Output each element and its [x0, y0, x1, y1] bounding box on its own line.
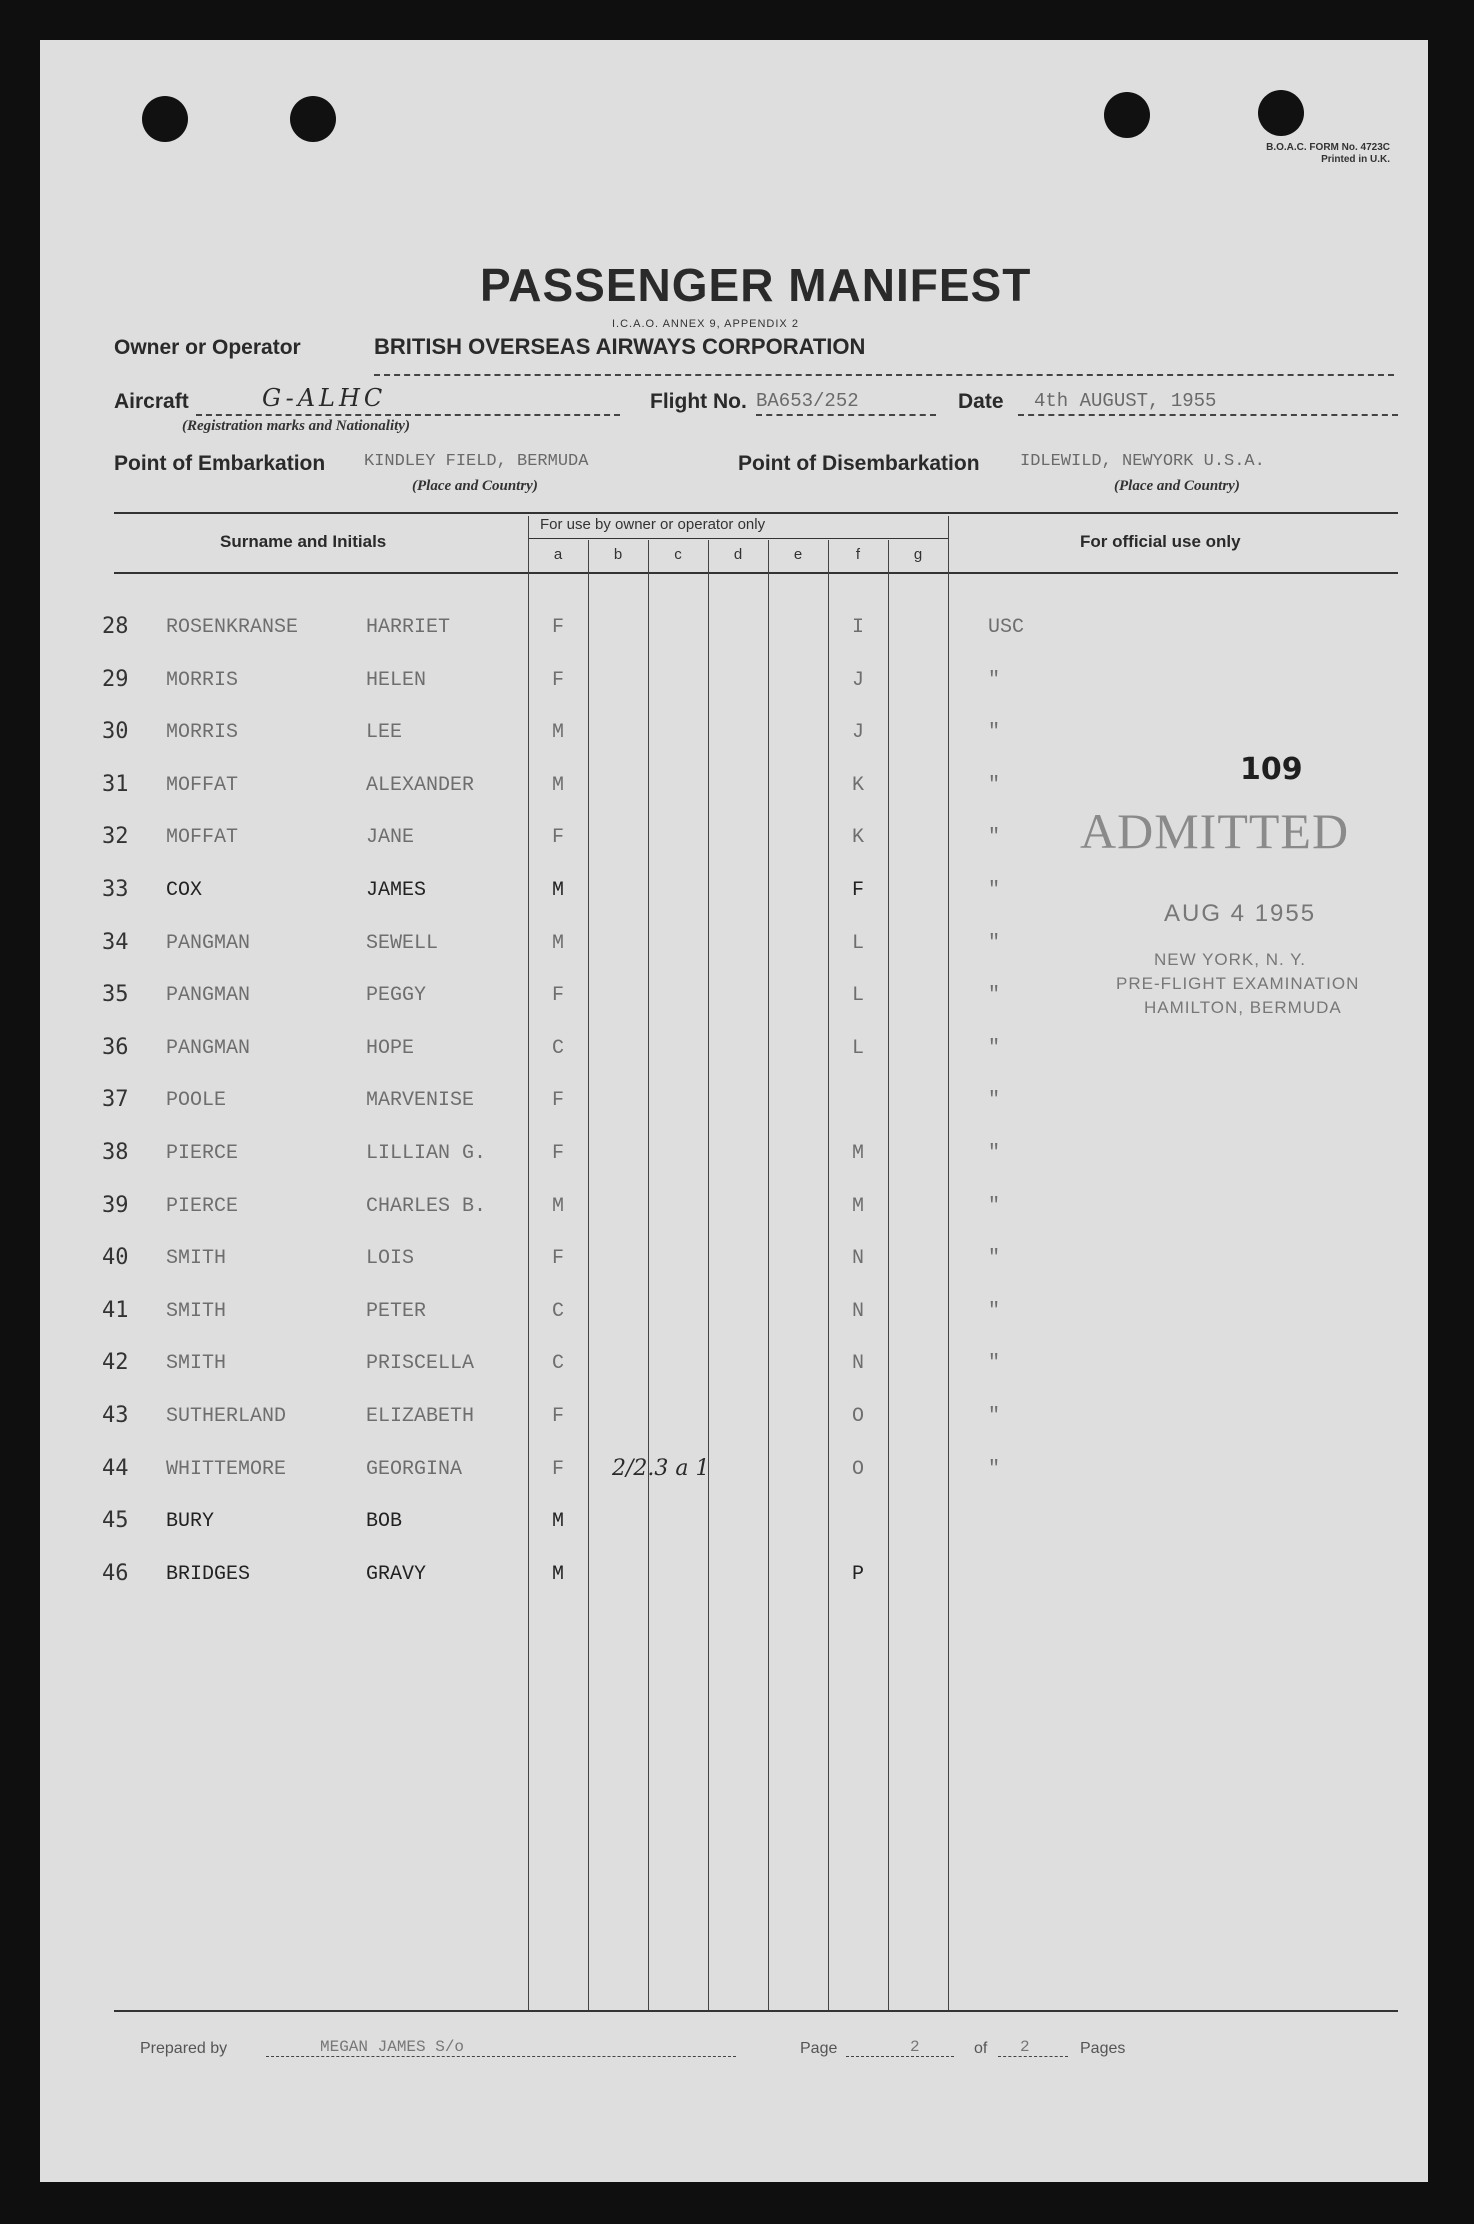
disembarkation-label: Point of Disembarkation [738, 452, 980, 475]
surname-cell: PIERCE [166, 1194, 239, 1218]
punch-hole [1258, 90, 1304, 136]
group-cell: I [851, 616, 864, 639]
row-number: 40 [102, 1245, 129, 1271]
sex-cell: C [551, 1036, 564, 1060]
given-name-cell: GRAVY [366, 1562, 427, 1586]
given-name-cell: MARVENISE [366, 1089, 475, 1113]
flight-value: BA653/252 [756, 390, 859, 412]
given-name-cell: JAMES [366, 879, 427, 902]
embarkation-place-note: (Place and Country) [412, 478, 538, 494]
sex-cell: F [551, 984, 564, 1008]
group-cell: F [851, 879, 864, 902]
col-e-header: e [793, 546, 803, 563]
punch-hole [290, 96, 336, 142]
sex-cell: M [551, 1510, 564, 1534]
sex-cell: F [551, 826, 564, 850]
given-name-cell: JANE [366, 826, 415, 850]
stamp-line-1: NEW YORK, N. Y. [1154, 950, 1306, 969]
group-cell: L [851, 984, 864, 1008]
surname-cell: BURY [166, 1510, 215, 1534]
official-cell: " [988, 1299, 1001, 1323]
sex-cell: F [551, 668, 564, 692]
pages-value: 2 [1020, 2038, 1030, 2056]
rule [266, 2056, 736, 2057]
stamp-number: 109 [1240, 752, 1303, 787]
disembarkation-value: IDLEWILD, NEWYORK U.S.A. [1020, 452, 1265, 471]
col-f-header: f [855, 546, 861, 563]
rule [1018, 414, 1398, 416]
given-name-cell: LILLIAN G. [366, 1142, 487, 1165]
surname-cell: ROSENKRANSE [166, 616, 299, 639]
table-row [40, 1035, 1428, 1071]
surname-cell: PANGMAN [166, 984, 251, 1008]
prepared-value: MEGAN JAMES S/o [320, 2038, 465, 2056]
row-number: 30 [102, 719, 129, 745]
table-row [40, 1508, 1428, 1544]
row-number: 37 [102, 1087, 129, 1113]
sex-cell: M [551, 1194, 564, 1218]
table-row [40, 1193, 1428, 1229]
of-label: of [974, 2040, 988, 2057]
admitted-stamp: ADMITTED [1080, 803, 1350, 859]
row-number: 43 [102, 1403, 129, 1428]
row-number: 34 [102, 929, 129, 955]
official-use-header: For official use only [1080, 532, 1241, 551]
pages-label: Pages [1080, 2040, 1126, 2057]
official-cell: " [988, 1457, 1001, 1481]
row-number: 39 [102, 1192, 129, 1218]
sex-cell: F [551, 1247, 564, 1271]
stamp-line-3: HAMILTON, BERMUDA [1144, 998, 1342, 1017]
row-number: 38 [102, 1140, 129, 1165]
rule [756, 414, 936, 416]
printed-text: Printed in U.K. [1321, 154, 1390, 165]
form-number-text: B.O.A.C. FORM No. 4723C [1266, 142, 1390, 153]
rule [528, 538, 948, 539]
surname-header: Surname and Initials [220, 532, 387, 551]
official-cell: " [988, 1036, 1001, 1060]
official-cell: " [988, 1405, 1001, 1428]
rule [846, 2056, 954, 2057]
surname-cell: SMITH [166, 1352, 227, 1376]
official-cell: " [988, 1352, 1001, 1376]
owner-label: Owner or Operator [114, 336, 301, 359]
group-cell: N [851, 1299, 864, 1323]
date-label: Date [958, 390, 1004, 413]
table-row [40, 1087, 1428, 1123]
col-g-header: g [913, 546, 923, 563]
surname-cell: MOFFAT [166, 826, 239, 850]
surname-cell: SMITH [166, 1299, 227, 1323]
group-cell: P [851, 1562, 864, 1586]
table-top-rule [114, 512, 1398, 514]
given-name-cell: HARRIET [366, 616, 451, 639]
row-number: 32 [102, 824, 129, 850]
official-cell: " [988, 1142, 1001, 1165]
group-cell: N [851, 1247, 864, 1271]
given-name-cell: PEGGY [366, 984, 427, 1008]
row-number: 35 [102, 982, 129, 1008]
surname-cell: PANGMAN [166, 1036, 251, 1060]
group-cell: O [851, 1405, 864, 1428]
date-value: 4th AUGUST, 1955 [1034, 390, 1217, 412]
manifest-sheet [40, 40, 1428, 2182]
row-number: 29 [102, 666, 129, 692]
group-cell: M [851, 1142, 864, 1165]
official-cell: " [988, 721, 1001, 745]
group-cell: L [851, 931, 864, 955]
handwritten-note: 2/2.3 a 1 [612, 1456, 710, 1481]
sex-cell: M [551, 773, 564, 797]
surname-cell: MORRIS [166, 721, 239, 745]
surname-cell: WHITTEMORE [166, 1457, 287, 1481]
sex-cell: F [551, 1405, 564, 1428]
sex-cell: F [551, 1457, 564, 1481]
table-row [40, 1140, 1428, 1176]
disembarkation-place-note: (Place and Country) [1114, 478, 1240, 494]
official-cell: " [988, 931, 1001, 955]
col-c-header: c [674, 546, 682, 563]
official-cell: " [988, 879, 1001, 902]
given-name-cell: ALEXANDER [366, 773, 475, 797]
sex-cell: F [551, 1142, 564, 1165]
punch-hole [1104, 92, 1150, 138]
sex-cell: C [551, 1299, 564, 1323]
aircraft-label: Aircraft [114, 390, 189, 413]
group-cell: M [851, 1194, 864, 1218]
table-row [40, 667, 1428, 703]
table-bottom-rule [114, 2010, 1398, 2012]
sex-cell: M [551, 879, 564, 902]
group-cell: O [851, 1457, 864, 1481]
official-cell: " [988, 984, 1001, 1008]
row-number: 33 [102, 877, 129, 902]
row-number: 36 [102, 1034, 129, 1060]
table-row [40, 1456, 1428, 1492]
given-name-cell: BOB [366, 1510, 403, 1534]
surname-cell: BRIDGES [166, 1562, 251, 1586]
sex-cell: F [551, 1089, 564, 1113]
prepared-label: Prepared by [140, 2040, 228, 2057]
rule [374, 374, 1394, 376]
aircraft-value: G-ALHC [262, 384, 387, 412]
given-name-cell: LEE [366, 721, 403, 745]
col-d-header: d [733, 546, 743, 563]
col-a-header: a [553, 546, 563, 563]
group-cell: K [851, 773, 864, 797]
row-number: 42 [102, 1350, 129, 1376]
given-name-cell: SEWELL [366, 931, 439, 955]
flight-label: Flight No. [650, 390, 747, 413]
official-cell: USC [988, 616, 1025, 639]
row-number: 46 [102, 1560, 129, 1586]
owner-value: BRITISH OVERSEAS AIRWAYS CORPORATION [374, 334, 866, 359]
col-b-header: b [613, 546, 623, 563]
stamp-date: AUG 4 1955 [1164, 900, 1317, 927]
surname-cell: PIERCE [166, 1142, 239, 1165]
surname-cell: MOFFAT [166, 773, 239, 797]
table-row [40, 614, 1428, 650]
embarkation-value: KINDLEY FIELD, BERMUDA [364, 452, 589, 471]
given-name-cell: HOPE [366, 1036, 415, 1060]
page-value: 2 [910, 2038, 920, 2056]
official-cell: " [988, 773, 1001, 797]
surname-cell: POOLE [166, 1089, 227, 1113]
embarkation-label: Point of Embarkation [114, 452, 326, 475]
surname-cell: SMITH [166, 1247, 227, 1271]
table-header-rule [114, 572, 1398, 574]
punch-hole [142, 96, 188, 142]
row-number: 45 [102, 1508, 129, 1534]
group-cell: N [851, 1352, 864, 1376]
registration-note: (Registration marks and Nationality) [182, 418, 410, 434]
given-name-cell: PRISCELLA [366, 1352, 475, 1376]
table-row [40, 1403, 1428, 1439]
annex-note: I.C.A.O. ANNEX 9, APPENDIX 2 [612, 318, 799, 330]
sex-cell: F [551, 616, 564, 639]
page-title: PASSENGER MANIFEST [480, 259, 1032, 311]
row-number: 31 [102, 771, 129, 797]
sex-cell: M [551, 931, 564, 955]
page-label: Page [800, 2040, 838, 2057]
form-number [1150, 142, 1390, 166]
surname-cell: MORRIS [166, 668, 239, 692]
sex-cell: M [551, 721, 564, 745]
given-name-cell: ELIZABETH [366, 1405, 475, 1428]
surname-cell: SUTHERLAND [166, 1405, 287, 1428]
table-row [40, 1561, 1428, 1597]
official-cell: " [988, 826, 1001, 850]
group-cell: L [851, 1036, 864, 1060]
surname-cell: PANGMAN [166, 931, 251, 955]
owner-use-header: For use by owner or operator only [540, 516, 766, 533]
given-name-cell: LOIS [366, 1247, 415, 1271]
official-cell: " [988, 668, 1001, 692]
stamp-line-2: PRE-FLIGHT EXAMINATION [1116, 974, 1360, 993]
group-cell: J [851, 721, 864, 745]
official-cell: " [988, 1194, 1001, 1218]
group-cell: K [851, 826, 864, 850]
official-cell: " [988, 1247, 1001, 1271]
group-cell: J [851, 668, 864, 692]
sex-cell: M [551, 1562, 564, 1586]
sex-cell: C [551, 1352, 564, 1376]
row-number: 28 [102, 614, 129, 639]
rule [196, 414, 620, 416]
table-row [40, 1298, 1428, 1334]
row-number: 41 [102, 1297, 129, 1323]
given-name-cell: HELEN [366, 668, 427, 692]
official-cell: " [988, 1089, 1001, 1113]
row-number: 44 [102, 1455, 129, 1481]
surname-cell: COX [166, 879, 203, 902]
rule [998, 2056, 1068, 2057]
given-name-cell: PETER [366, 1299, 427, 1323]
table-row [40, 719, 1428, 755]
given-name-cell: GEORGINA [366, 1457, 463, 1481]
table-row [40, 1245, 1428, 1281]
table-row [40, 1350, 1428, 1386]
given-name-cell: CHARLES B. [366, 1194, 487, 1218]
